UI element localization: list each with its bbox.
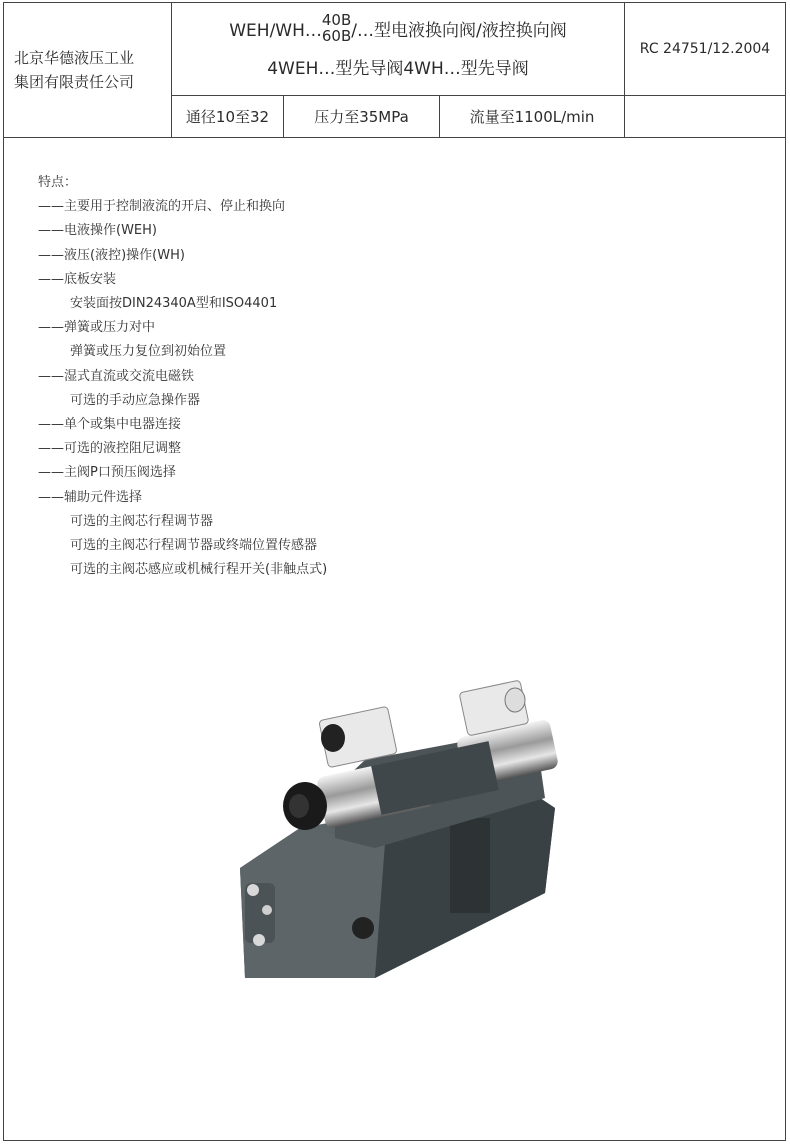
spec-flow: 流量至1100L/min (440, 96, 625, 137)
feature-subitem: 弹簧或压力复位到初始位置 (70, 344, 227, 360)
feature-item: ——主阀P口预压阀选择 (38, 465, 176, 481)
feature-item: ——单个或集中电器连接 (38, 417, 182, 433)
feature-subitem: 可选的主阀芯行程调节器或终端位置传感器 (70, 538, 318, 554)
feature-item: ——湿式直流或交流电磁铁 (38, 368, 195, 384)
title-frac-bottom: 60B (321, 27, 352, 45)
title-suffix: /…型电液换向阀/液控换向阀 (351, 21, 567, 41)
header-table (4, 3, 785, 137)
doc-number: RC 24751/12.2004 (625, 3, 785, 96)
valve-product-photo (225, 678, 565, 1008)
title-frac-top: 40B (321, 11, 352, 29)
title-prefix: WEH/WH… (229, 21, 322, 41)
title-line-1 (172, 11, 624, 49)
feature-subitem: 可选的主阀芯感应或机械行程开关(非触点式) (70, 562, 328, 578)
spec-empty (625, 96, 785, 137)
header-divider (4, 137, 785, 138)
feature-subitem: 可选的主阀芯行程调节器 (70, 513, 214, 529)
spec-pressure: 压力至35MPa (284, 96, 440, 137)
feature-item: ——主要用于控制液流的开启、停止和换向 (38, 199, 286, 215)
feature-subitem: 可选的手动应急操作器 (70, 392, 201, 408)
feature-subitem: 安装面按DIN24340A型和ISO4401 (70, 296, 278, 312)
features-heading: 特点： (38, 175, 78, 190)
company-name (4, 3, 172, 137)
spec-diameter: 通径10至32 (172, 96, 284, 137)
title-fraction (322, 12, 351, 44)
feature-item: ——底板安装 (38, 271, 117, 287)
company-line-2: 集团有限责任公司 (14, 73, 135, 91)
company-line-1: 北京华德液压工业 (14, 49, 135, 67)
product-title (172, 3, 625, 96)
title-line-2: 4WEH…型先导阀4WH…型先导阀 (267, 59, 529, 79)
feature-item: ——液压(液控)操作(WH) (38, 247, 185, 263)
feature-item: ——电液操作(WEH) (38, 223, 157, 239)
features-list (38, 171, 327, 582)
feature-item: ——可选的液控阻尼调整 (38, 441, 182, 457)
feature-item: ——辅助元件选择 (38, 489, 143, 505)
feature-item: ——弹簧或压力对中 (38, 320, 156, 336)
